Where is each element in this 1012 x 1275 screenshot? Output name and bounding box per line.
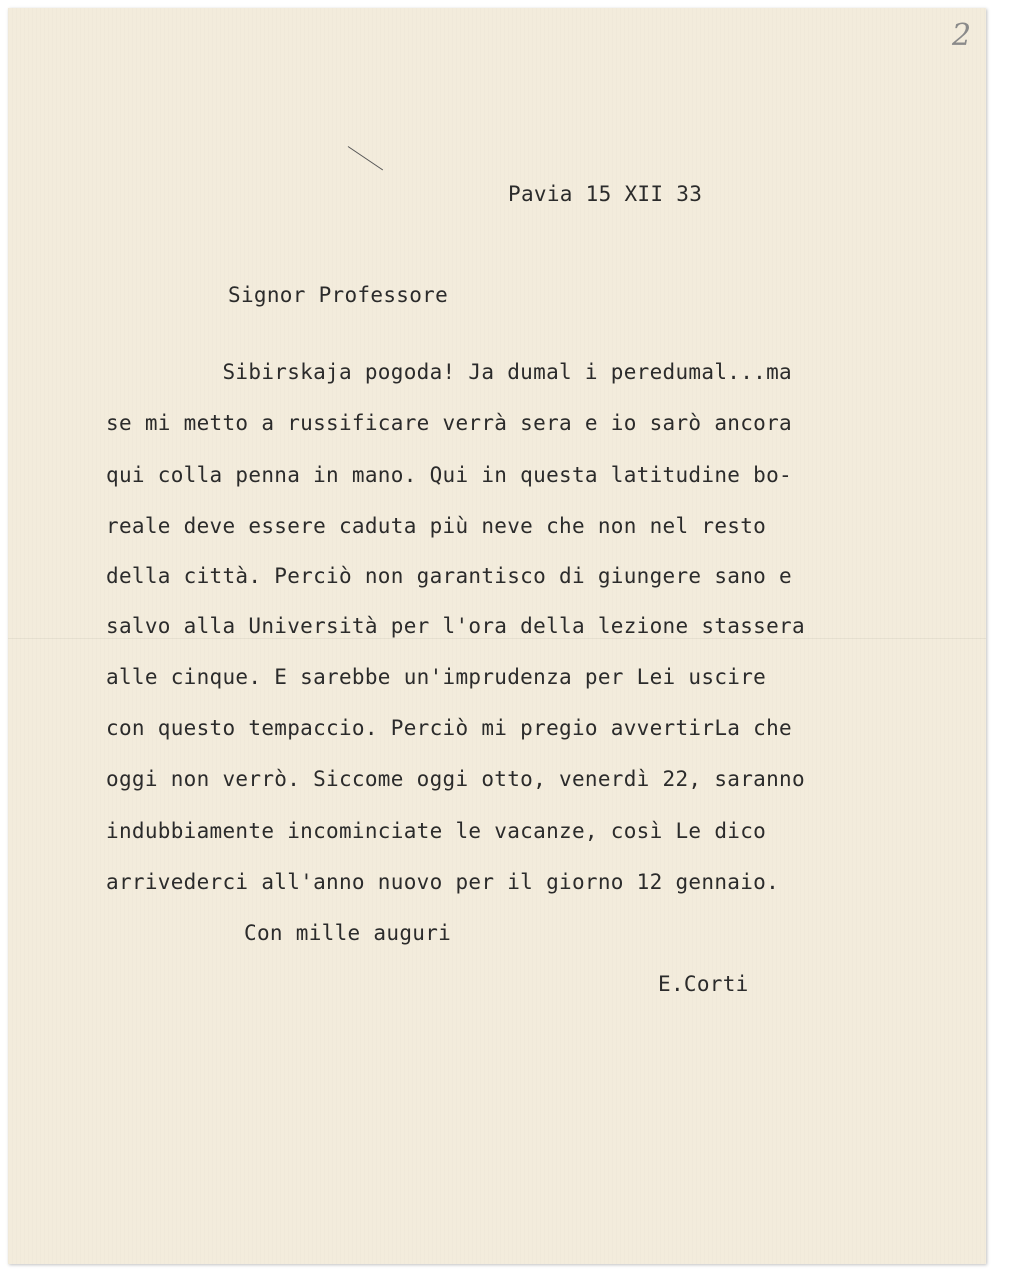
- page-number: 2: [952, 18, 972, 53]
- body-line: se mi metto a russificare verrà sera e io sarò ancora: [106, 411, 792, 435]
- body-line: con questo tempaccio. Perciò mi pregio avvertirLa che: [106, 716, 792, 740]
- letter-closing: Con mille auguri: [244, 921, 452, 945]
- body-line: arrivederci all'anno nuovo per il giorno 12 gennaio.: [106, 870, 780, 894]
- body-line: indubbiamente incominciate le vacanze, così Le dico: [106, 819, 767, 843]
- paper-fold: [8, 638, 986, 639]
- body-line: Sibirskaja pogoda! Ja dumal i peredumal...ma: [106, 360, 792, 384]
- letter-signature: E.Corti: [658, 972, 749, 996]
- body-line: alle cinque. E sarebbe un'imprudenza per Lei uscire: [106, 665, 767, 689]
- letter-sheet: [8, 8, 986, 1264]
- body-line: reale deve essere caduta più neve che non nel resto: [106, 514, 767, 538]
- letter-salutation: Signor Professore: [228, 283, 449, 307]
- body-line: oggi non verrò. Siccome oggi otto, venerdì 22, saranno: [106, 767, 805, 791]
- body-line: della città. Perciò non garantisco di giungere sano e: [106, 564, 792, 588]
- body-line: salvo alla Università per l'ora della lezione stassera: [106, 614, 805, 638]
- body-line: qui colla penna in mano. Qui in questa latitudine bo-: [106, 463, 792, 487]
- letter-date: Pavia 15 XII 33: [508, 182, 703, 206]
- pencil-mark: [348, 146, 383, 170]
